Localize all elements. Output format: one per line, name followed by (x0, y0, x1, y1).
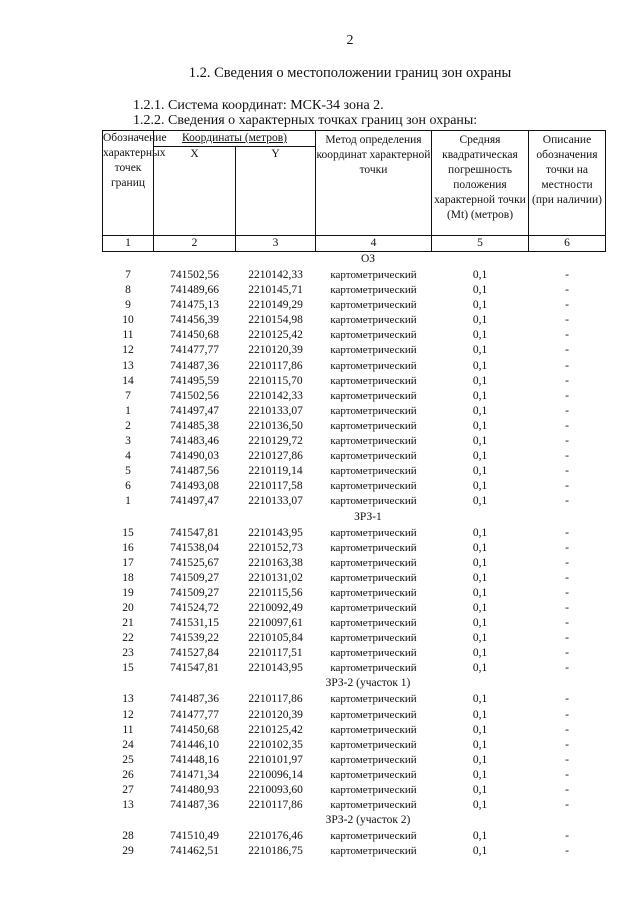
cell-description: - (565, 556, 569, 569)
cell-point-id: 11 (122, 723, 134, 736)
cell-coord-x: 741477,77 (170, 344, 219, 357)
cell-point-id: 19 (122, 586, 134, 599)
cell-point-id: 28 (122, 830, 134, 843)
table-row (103, 419, 606, 434)
cell-coord-y: 2210096,14 (248, 768, 303, 781)
table-row (103, 586, 606, 601)
cell-accuracy: 0,1 (472, 647, 488, 660)
cell-coord-y: 2210154,98 (248, 314, 303, 327)
cell-accuracy: 0,1 (472, 784, 488, 796)
cell-description: - (565, 571, 569, 584)
cell-method: картометрический (330, 738, 417, 751)
cell-coord-y: 2210093,60 (248, 784, 303, 796)
cell-accuracy: 0,1 (472, 693, 488, 706)
cell-point-id: 21 (122, 617, 134, 630)
cell-coord-y: 2210149,29 (248, 299, 303, 312)
cell-accuracy: 0,1 (472, 359, 488, 372)
cell-accuracy: 0,1 (472, 571, 488, 584)
cell-description: - (565, 389, 569, 402)
cell-description: - (565, 830, 569, 843)
cell-accuracy: 0,1 (472, 269, 488, 281)
cell-accuracy: 0,1 (472, 495, 488, 508)
cell-method: картометрический (330, 799, 417, 812)
cell-method: картометрический (330, 419, 417, 432)
cell-method: картометрический (330, 693, 417, 706)
cell-description: - (565, 647, 569, 660)
cell-coord-y: 2210117,58 (248, 480, 303, 493)
table-row (103, 723, 606, 738)
cell-method: картометрический (330, 708, 417, 721)
cell-point-id: 18 (122, 571, 134, 584)
cell-description: - (565, 768, 569, 781)
cell-coord-y: 2210092,49 (248, 601, 303, 614)
cell-point-id: 13 (122, 359, 134, 372)
cell-coord-y: 2210117,86 (248, 359, 303, 372)
cell-method: картометрический (330, 389, 417, 402)
cell-coord-x: 741450,68 (170, 329, 219, 342)
cell-accuracy: 0,1 (472, 389, 488, 402)
cell-point-id: 20 (122, 601, 134, 614)
cell-description: - (565, 435, 569, 448)
cell-accuracy: 0,1 (472, 662, 488, 675)
cell-coord-y: 2210117,86 (248, 799, 303, 812)
cell-accuracy: 0,1 (472, 465, 488, 478)
cell-description: - (565, 404, 569, 417)
cell-method: картометрический (330, 526, 417, 539)
cell-description: - (565, 284, 569, 297)
cell-accuracy: 0,1 (472, 541, 488, 554)
column-number: 5 (432, 236, 529, 252)
cell-description: - (565, 738, 569, 751)
cell-accuracy: 0,1 (472, 586, 488, 599)
table-row (103, 798, 606, 813)
cell-coord-x: 741487,36 (170, 799, 219, 812)
table-row (103, 844, 606, 859)
cell-coord-x: 741510,49 (170, 830, 219, 843)
cell-description: - (565, 601, 569, 614)
cell-point-id: 4 (125, 450, 131, 463)
cell-method: картометрический (330, 845, 417, 858)
cell-point-id: 1 (125, 495, 131, 508)
cell-description: - (565, 374, 569, 387)
cell-method: картометрический (330, 450, 417, 463)
cell-point-id: 12 (122, 708, 134, 721)
cell-description: - (565, 799, 569, 812)
cell-accuracy: 0,1 (472, 617, 488, 630)
section-heading-row (103, 676, 606, 692)
cell-description: - (565, 632, 569, 645)
column-number: 1 (103, 236, 154, 252)
table-row (103, 601, 606, 616)
table-row (103, 616, 606, 631)
cell-description: - (565, 419, 569, 432)
subsection-points-info: 1.2.2. Сведения о характерных точках границ зон охраны: (133, 113, 478, 128)
section-heading: ЗРЗ-2 (участок 2) (325, 814, 411, 827)
cell-accuracy: 0,1 (472, 708, 488, 721)
cell-point-id: 7 (125, 389, 131, 402)
header-description: Описание обозначения точки на местности (при наличии) (529, 131, 606, 236)
cell-coord-x: 741475,13 (170, 299, 219, 312)
section-heading-row (103, 813, 606, 829)
cell-method: картометрический (330, 723, 417, 736)
subsection-coordinate-system: 1.2.1. Система координат: МСК-34 зона 2. (133, 98, 384, 113)
cell-method: картометрический (330, 480, 417, 493)
cell-method: картометрический (330, 662, 417, 675)
cell-accuracy: 0,1 (472, 768, 488, 781)
cell-method: картометрический (330, 435, 417, 448)
cell-coord-y: 2210119,14 (248, 465, 303, 478)
cell-point-id: 7 (125, 269, 131, 281)
section-heading: ЗРЗ-2 (участок 1) (325, 677, 411, 690)
cell-accuracy: 0,1 (472, 374, 488, 387)
column-number-row (103, 236, 606, 252)
cell-coord-y: 2210133,07 (248, 495, 303, 508)
cell-coord-x: 741477,77 (170, 708, 219, 721)
cell-description: - (565, 541, 569, 554)
cell-accuracy: 0,1 (472, 830, 488, 843)
cell-accuracy: 0,1 (472, 480, 488, 493)
cell-coord-x: 741497,47 (170, 404, 219, 417)
cell-coord-x: 741509,27 (170, 586, 219, 599)
cell-description: - (565, 845, 569, 858)
cell-accuracy: 0,1 (472, 284, 488, 297)
cell-coord-x: 741502,56 (170, 269, 219, 281)
cell-description: - (565, 329, 569, 342)
cell-method: картометрический (330, 784, 417, 796)
cell-description: - (565, 708, 569, 721)
table-row (103, 434, 606, 449)
cell-description: - (565, 617, 569, 630)
cell-description: - (565, 359, 569, 372)
cell-method: картометрический (330, 647, 417, 660)
cell-coord-x: 741471,34 (170, 768, 219, 781)
cell-accuracy: 0,1 (472, 299, 488, 312)
cell-coord-x: 741527,84 (170, 647, 219, 660)
cell-coord-y: 2210133,07 (248, 404, 303, 417)
cell-point-id: 11 (122, 329, 134, 342)
cell-coord-y: 2210097,61 (248, 617, 303, 630)
cell-coord-x: 741485,38 (170, 419, 219, 432)
cell-accuracy: 0,1 (472, 435, 488, 448)
cell-method: картометрический (330, 329, 417, 342)
table-row (103, 389, 606, 404)
cell-coord-x: 741531,15 (170, 617, 219, 630)
cell-coord-y: 2210120,39 (248, 344, 303, 357)
column-number: 4 (316, 236, 432, 252)
cell-point-id: 2 (125, 419, 131, 432)
cell-coord-x: 741547,81 (170, 662, 219, 675)
cell-description: - (565, 480, 569, 493)
cell-method: картометрический (330, 571, 417, 584)
cell-method: картометрический (330, 284, 417, 297)
cell-coord-y: 2210117,51 (248, 647, 303, 660)
page-number: 2 (346, 33, 354, 48)
section-heading: ОЗ (360, 253, 376, 265)
cell-point-id: 16 (122, 541, 134, 554)
cell-coord-y: 2210136,50 (248, 419, 303, 432)
table-row (103, 692, 606, 707)
cell-description: - (565, 450, 569, 463)
cell-description: - (565, 662, 569, 675)
cell-accuracy: 0,1 (472, 632, 488, 645)
cell-point-id: 13 (122, 693, 134, 706)
cell-point-id: 12 (122, 344, 134, 357)
table-row (103, 783, 606, 798)
cell-accuracy: 0,1 (472, 344, 488, 357)
cell-description: - (565, 314, 569, 327)
cell-method: картометрический (330, 601, 417, 614)
cell-method: картометрический (330, 465, 417, 478)
cell-description: - (565, 465, 569, 478)
cell-method: картометрический (330, 617, 417, 630)
table-row (103, 526, 606, 541)
cell-point-id: 27 (122, 784, 134, 796)
cell-coord-x: 741525,67 (170, 556, 219, 569)
cell-point-id: 15 (122, 662, 134, 675)
cell-point-id: 13 (122, 799, 134, 812)
cell-coord-x: 741539,22 (170, 632, 219, 645)
table-row (103, 708, 606, 723)
cell-coord-y: 2210176,46 (248, 830, 303, 843)
cell-coord-x: 741509,27 (170, 571, 219, 584)
cell-coord-x: 741487,36 (170, 359, 219, 372)
cell-coord-y: 2210115,56 (248, 586, 303, 599)
cell-point-id: 3 (125, 435, 131, 448)
cell-point-id: 24 (122, 738, 134, 751)
table-row (103, 646, 606, 661)
cell-coord-y: 2210127,86 (248, 450, 303, 463)
cell-accuracy: 0,1 (472, 450, 488, 463)
cell-coord-x: 741487,56 (170, 465, 219, 478)
table-row (103, 404, 606, 419)
cell-coord-y: 2210125,42 (248, 723, 303, 736)
cell-coord-x: 741524,72 (170, 601, 219, 614)
table-row (103, 571, 606, 586)
cell-coord-y: 2210142,33 (248, 389, 303, 402)
cell-accuracy: 0,1 (472, 753, 488, 766)
cell-description: - (565, 753, 569, 766)
table-row (103, 343, 606, 358)
cell-method: картометрический (330, 299, 417, 312)
cell-description: - (565, 586, 569, 599)
cell-coord-x: 741490,03 (170, 450, 219, 463)
section-heading-row (103, 252, 606, 269)
boundary-points-table (102, 130, 606, 859)
header-x: X (154, 147, 236, 236)
cell-coord-y: 2210101,97 (248, 753, 303, 766)
cell-accuracy: 0,1 (472, 526, 488, 539)
table-row (103, 298, 606, 313)
table-row (103, 449, 606, 464)
cell-coord-x: 741448,16 (170, 753, 219, 766)
cell-coord-x: 741446,10 (170, 738, 219, 751)
cell-coord-y: 2210145,71 (248, 284, 303, 297)
section-title: 1.2. Сведения о местоположении границ зон охраны (188, 65, 512, 81)
cell-method: картометрический (330, 586, 417, 599)
cell-description: - (565, 723, 569, 736)
cell-point-id: 29 (122, 845, 134, 858)
cell-coord-y: 2210120,39 (248, 708, 303, 721)
section-heading-row (103, 510, 606, 526)
cell-description: - (565, 269, 569, 281)
cell-accuracy: 0,1 (472, 404, 488, 417)
cell-method: картометрический (330, 374, 417, 387)
cell-coord-x: 741493,08 (170, 480, 219, 493)
cell-method: картометрический (330, 495, 417, 508)
cell-description: - (565, 693, 569, 706)
cell-method: картометрический (330, 632, 417, 645)
cell-coord-y: 2210143,95 (248, 662, 303, 675)
cell-point-id: 25 (122, 753, 134, 766)
cell-coord-y: 2210143,95 (248, 526, 303, 539)
cell-method: картометрический (330, 404, 417, 417)
cell-point-id: 17 (122, 556, 134, 569)
table-row (103, 753, 606, 768)
cell-point-id: 6 (125, 480, 131, 493)
cell-point-id: 15 (122, 526, 134, 539)
cell-coord-x: 741495,59 (170, 374, 219, 387)
column-number: 6 (529, 236, 606, 252)
cell-coord-y: 2210186,75 (248, 845, 303, 858)
cell-method: картометрический (330, 344, 417, 357)
cell-method: картометрический (330, 556, 417, 569)
table-row (103, 313, 606, 328)
cell-point-id: 1 (125, 404, 131, 417)
cell-accuracy: 0,1 (472, 314, 488, 327)
cell-point-id: 9 (125, 299, 131, 312)
table-row (103, 464, 606, 479)
cell-accuracy: 0,1 (472, 329, 488, 342)
cell-coord-y: 2210115,70 (248, 374, 303, 387)
cell-point-id: 22 (122, 632, 134, 645)
table-row (103, 494, 606, 509)
header-point-designation: Обозначение характерных точек границ (103, 131, 154, 236)
cell-coord-y: 2210152,73 (248, 541, 303, 554)
cell-description: - (565, 299, 569, 312)
cell-accuracy: 0,1 (472, 738, 488, 751)
cell-coord-y: 2210163,38 (248, 556, 303, 569)
cell-accuracy: 0,1 (472, 723, 488, 736)
cell-accuracy: 0,1 (472, 845, 488, 858)
cell-point-id: 10 (122, 314, 134, 327)
cell-point-id: 5 (125, 465, 131, 478)
cell-coord-x: 741502,56 (170, 389, 219, 402)
cell-coord-x: 741487,36 (170, 693, 219, 706)
cell-coord-y: 2210125,42 (248, 329, 303, 342)
table-row (103, 479, 606, 494)
cell-description: - (565, 344, 569, 357)
cell-coord-x: 741538,04 (170, 541, 219, 554)
cell-point-id: 26 (122, 768, 134, 781)
table-row (103, 283, 606, 298)
cell-coord-y: 2210117,86 (248, 693, 303, 706)
cell-accuracy: 0,1 (472, 419, 488, 432)
cell-method: картометрический (330, 768, 417, 781)
cell-point-id: 23 (122, 647, 134, 660)
table-row (103, 738, 606, 753)
cell-coord-x: 741483,46 (170, 435, 219, 448)
header-y: Y (236, 147, 316, 236)
cell-coord-x: 741547,81 (170, 526, 219, 539)
cell-coord-y: 2210142,33 (248, 269, 303, 281)
cell-accuracy: 0,1 (472, 799, 488, 812)
cell-description: - (565, 784, 569, 796)
table-row (103, 829, 606, 844)
cell-coord-y: 2210129,72 (248, 435, 303, 448)
cell-coord-x: 741456,39 (170, 314, 219, 327)
cell-coord-x: 741489,66 (170, 284, 219, 297)
cell-method: картометрический (330, 541, 417, 554)
cell-accuracy: 0,1 (472, 556, 488, 569)
cell-coord-y: 2210102,35 (248, 738, 303, 751)
header-method: Метод определения координат характерной точки (316, 131, 432, 236)
cell-description: - (565, 495, 569, 508)
cell-accuracy: 0,1 (472, 601, 488, 614)
cell-method: картометрический (330, 269, 417, 281)
table-row (103, 661, 606, 676)
cell-coord-x: 741497,47 (170, 495, 219, 508)
table-row (103, 359, 606, 374)
cell-method: картометрический (330, 830, 417, 843)
table-row (103, 768, 606, 783)
table-row (103, 268, 606, 283)
table-row (103, 374, 606, 389)
cell-coord-x: 741450,68 (170, 723, 219, 736)
cell-method: картометрический (330, 753, 417, 766)
cell-method: картометрический (330, 314, 417, 327)
table-row (103, 631, 606, 646)
table-row (103, 328, 606, 343)
column-number: 3 (236, 236, 316, 252)
cell-point-id: 8 (125, 284, 131, 297)
cell-coord-y: 2210105,84 (248, 632, 303, 645)
cell-description: - (565, 526, 569, 539)
column-number: 2 (154, 236, 236, 252)
section-heading: ЗРЗ-1 (354, 510, 382, 523)
header-accuracy: Средняя квадратическая погрешность положения характерной точки (Mt) (метров) (432, 131, 529, 236)
cell-coord-x: 741480,93 (170, 784, 219, 796)
cell-point-id: 14 (122, 374, 134, 387)
cell-coord-y: 2210131,02 (248, 571, 303, 584)
header-coordinates: Координаты (метров) (154, 131, 316, 147)
table-row (103, 556, 606, 571)
table-row (103, 541, 606, 556)
cell-coord-x: 741462,51 (170, 845, 219, 858)
cell-method: картометрический (330, 359, 417, 372)
